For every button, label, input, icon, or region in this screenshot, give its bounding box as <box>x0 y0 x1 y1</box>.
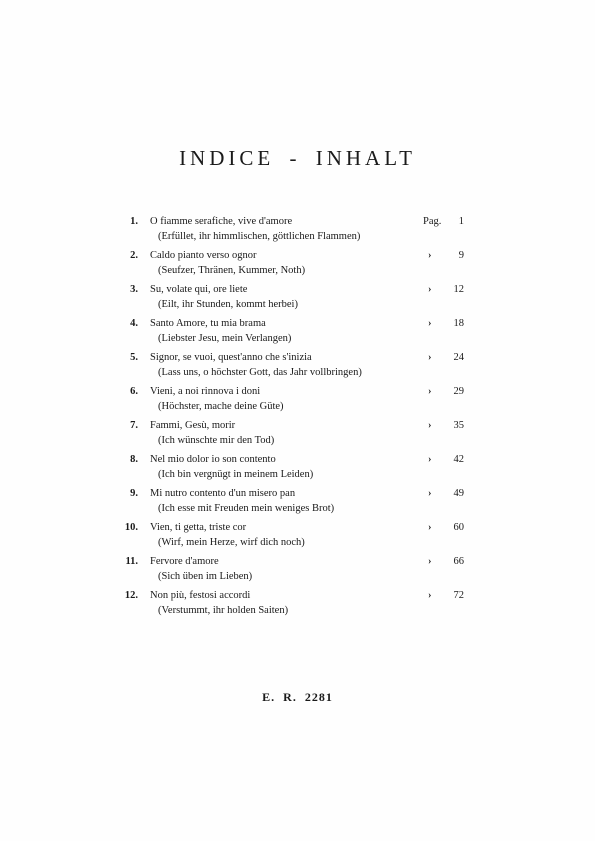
entry-title-italian: Mi nutro contento d'un misero pan <box>150 488 296 499</box>
entry-title-german: (Ich esse mit Freuden mein weniges Brot) <box>158 503 335 514</box>
entry-number: 4. <box>130 318 138 329</box>
entry-title-italian: Caldo pianto verso ognor <box>150 250 257 261</box>
entry-number: 12. <box>124 590 138 601</box>
entry-page-number: 18 <box>453 318 464 329</box>
entry-number: 6. <box>130 386 138 397</box>
toc-entry <box>106 316 486 350</box>
entry-page-number: 60 <box>453 522 464 533</box>
entry-title-german: (Wirf, mein Herze, wirf dich noch) <box>158 537 305 548</box>
entry-number: 10. <box>124 522 138 533</box>
entry-title-german: (Verstummt, ihr holden Saiten) <box>158 605 289 616</box>
toc-entry <box>106 282 486 316</box>
entry-page-number: 29 <box>453 386 464 397</box>
entry-title-italian: Santo Amore, tu mia brama <box>150 318 266 329</box>
ditto-mark: › <box>428 352 432 363</box>
toc-entry <box>106 214 486 248</box>
toc-entry <box>106 520 486 554</box>
entry-number: 1. <box>130 216 138 227</box>
entry-title-german: (Höchster, mache deine Güte) <box>158 401 284 412</box>
toc-entry <box>106 588 486 622</box>
entry-title-italian: O fiamme serafiche, vive d'amore <box>150 216 293 227</box>
entry-number: 7. <box>130 420 138 431</box>
entry-page-number: 66 <box>453 556 464 567</box>
entry-title-german: (Seufzer, Thränen, Kummer, Noth) <box>158 265 306 276</box>
entry-page-number: 49 <box>453 488 464 499</box>
entry-page-number: 24 <box>453 352 464 363</box>
entry-title-italian: Su, volate qui, ore liete <box>150 284 248 295</box>
entry-number: 8. <box>130 454 138 465</box>
entry-number: 5. <box>130 352 138 363</box>
ditto-mark: › <box>428 454 432 465</box>
entry-title-german: (Lass uns, o höchster Gott, das Jahr vollbringen) <box>158 367 362 378</box>
ditto-mark: › <box>428 250 432 261</box>
entry-page-number: 12 <box>453 284 464 295</box>
entry-number: 2. <box>130 250 138 261</box>
toc-entry <box>106 452 486 486</box>
entry-page-number: 35 <box>453 420 464 431</box>
edition-number: E. R. 2281 <box>262 690 333 704</box>
toc-entry <box>106 350 486 384</box>
toc-entry <box>106 248 486 282</box>
toc-entry <box>106 554 486 588</box>
entry-number: 11. <box>125 556 138 567</box>
entry-title-german: (Eilt, ihr Stunden, kommt herbei) <box>158 299 298 310</box>
toc-entry <box>106 418 486 452</box>
ditto-mark: › <box>428 386 432 397</box>
table-of-contents <box>106 214 486 622</box>
entry-title-german: (Sich üben im Lieben) <box>158 571 253 582</box>
entry-title-german: (Erfüllet, ihr himmlischen, göttlichen Flammen) <box>158 231 361 242</box>
ditto-mark: › <box>428 420 432 431</box>
entry-title-italian: Signor, se vuoi, quest'anno che s'inizia <box>150 352 312 363</box>
ditto-mark: › <box>428 590 432 601</box>
entry-page-number: 72 <box>453 590 464 601</box>
entry-title-italian: Vien, ti getta, triste cor <box>150 522 247 533</box>
page-title: INDICE - INHALT <box>179 146 416 170</box>
entry-page-number: 42 <box>453 454 464 465</box>
toc-entry <box>106 486 486 520</box>
entry-title-italian: Vieni, a noi rinnova i doni <box>150 386 261 397</box>
entry-title-german: (Ich wünschte mir den Tod) <box>158 435 275 446</box>
entry-title-italian: Nel mio dolor io son contento <box>150 454 276 465</box>
entry-title-italian: Non più, festosi accordi <box>150 590 251 601</box>
page-label: Pag. <box>423 216 442 227</box>
entry-page-number: 9 <box>458 250 464 261</box>
entry-number: 3. <box>130 284 138 295</box>
ditto-mark: › <box>428 522 432 533</box>
ditto-mark: › <box>428 318 432 329</box>
ditto-mark: › <box>428 488 432 499</box>
entry-page-number: 1 <box>458 216 464 227</box>
ditto-mark: › <box>428 556 432 567</box>
entry-title-german: (Ich bin vergnügt in meinem Leiden) <box>158 469 314 480</box>
entry-title-italian: Fervore d'amore <box>150 556 219 567</box>
entry-title-italian: Fammi, Gesù, morir <box>150 420 236 431</box>
ditto-mark: › <box>428 284 432 295</box>
entry-title-german: (Liebster Jesu, mein Verlangen) <box>158 333 292 344</box>
toc-entry <box>106 384 486 418</box>
entry-number: 9. <box>130 488 138 499</box>
